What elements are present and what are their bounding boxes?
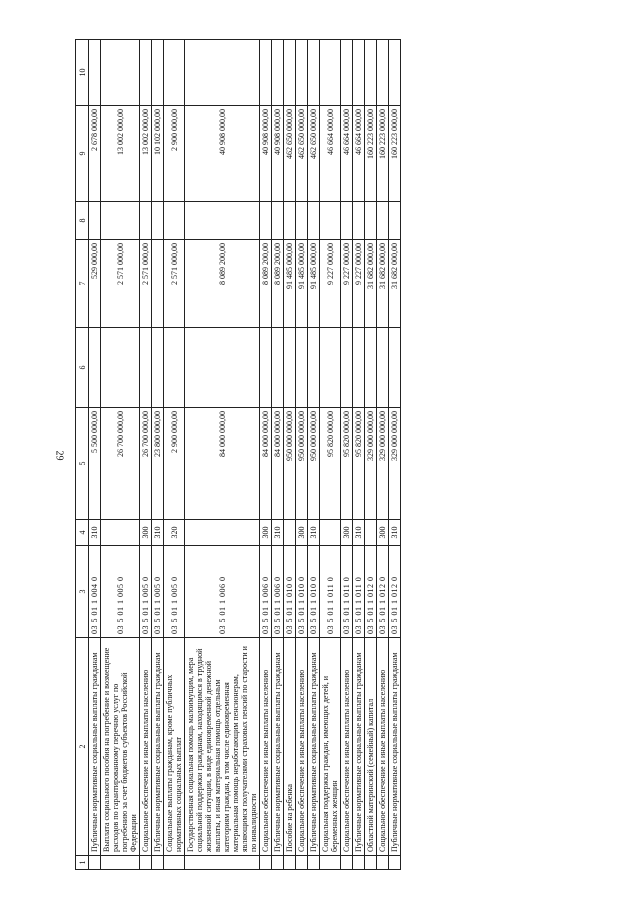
- cell-code: 03 5 01 1 012 0: [389, 546, 401, 638]
- page-number-text: 29: [53, 450, 65, 461]
- cell-type: 300: [296, 520, 308, 546]
- cell-amount-9: 160 223 000,00: [377, 106, 389, 202]
- cell-name: Социальная поддержка граждан, имеющих детей, и беременных женщин: [320, 638, 341, 856]
- cell-amount-8: [341, 202, 353, 240]
- cell-index: [389, 856, 401, 870]
- cell-amount-7: 2 571 000,00: [164, 240, 185, 328]
- cell-name: Публичные нормативные социальные выплаты гражданам: [353, 638, 365, 856]
- cell-amount-9: 462 650 000,00: [308, 106, 320, 202]
- cell-amount-10: [296, 40, 308, 106]
- cell-amount-10: [377, 40, 389, 106]
- cell-name: Социальное обеспечение и иные выплаты населению: [140, 638, 152, 856]
- cell-amount-8: [377, 202, 389, 240]
- table-row: [260, 40, 272, 870]
- cell-index: [365, 856, 377, 870]
- table-row: [296, 40, 308, 870]
- table-row: [89, 40, 101, 870]
- cell-code: 03 5 01 1 005 0: [164, 546, 185, 638]
- cell-amount-6: [272, 328, 284, 408]
- cell-index: [284, 856, 296, 870]
- cell-amount-6: [377, 328, 389, 408]
- table-row: [101, 40, 140, 870]
- cell-amount-8: [320, 202, 341, 240]
- rotated-page: [75, 40, 575, 870]
- table-row: [272, 40, 284, 870]
- cell-amount-6: [185, 328, 260, 408]
- cell-amount-7: 31 682 000,00: [365, 240, 377, 328]
- cell-amount-7: 8 089 200,00: [185, 240, 260, 328]
- cell-amount-10: [164, 40, 185, 106]
- cell-code: 03 5 01 1 010 0: [308, 546, 320, 638]
- cell-amount-6: [320, 328, 341, 408]
- cell-amount-5: 95 820 000,00: [353, 408, 365, 520]
- cell-amount-7: 9 227 000,00: [320, 240, 341, 328]
- table-row: [164, 40, 185, 870]
- column-header-6: 6: [76, 328, 89, 408]
- cell-amount-7: 9 227 000,00: [353, 240, 365, 328]
- cell-amount-10: [101, 40, 140, 106]
- cell-amount-9: 160 223 000,00: [365, 106, 377, 202]
- cell-index: [296, 856, 308, 870]
- cell-amount-9: 46 664 000,00: [353, 106, 365, 202]
- cell-amount-9: 2 900 000,00: [164, 106, 185, 202]
- cell-amount-10: [89, 40, 101, 106]
- cell-type: 310: [308, 520, 320, 546]
- cell-type: 310: [272, 520, 284, 546]
- cell-amount-7: 31 682 000,00: [377, 240, 389, 328]
- cell-amount-5: 23 800 000,00: [152, 408, 164, 520]
- column-header-10: 10: [76, 40, 89, 106]
- cell-amount-10: [185, 40, 260, 106]
- table-row: [320, 40, 341, 870]
- table-row: [140, 40, 152, 870]
- cell-amount-7: 2 571 000,00: [101, 240, 140, 328]
- cell-amount-5: 329 000 000,00: [377, 408, 389, 520]
- cell-name: Пособие на ребенка: [284, 638, 296, 856]
- cell-amount-10: [389, 40, 401, 106]
- cell-type: 320: [164, 520, 185, 546]
- cell-amount-9: 10 102 000,00: [152, 106, 164, 202]
- cell-code: 03 5 01 1 005 0: [152, 546, 164, 638]
- cell-amount-9: 40 908 000,00: [185, 106, 260, 202]
- cell-index: [185, 856, 260, 870]
- cell-index: [377, 856, 389, 870]
- cell-index: [89, 856, 101, 870]
- cell-amount-10: [272, 40, 284, 106]
- cell-amount-9: 46 664 000,00: [341, 106, 353, 202]
- cell-amount-5: 5 500 000,00: [89, 408, 101, 520]
- column-header-8: 8: [76, 202, 89, 240]
- cell-amount-6: [284, 328, 296, 408]
- cell-amount-5: 84 000 000,00: [272, 408, 284, 520]
- cell-amount-6: [101, 328, 140, 408]
- cell-name: Выплата социального пособия на погребение и возмещение расходов по гарантированному перечню услуг по погребению за счет бюджетов субъектов Российской Федерации: [101, 638, 140, 856]
- cell-amount-5: 950 000 000,00: [296, 408, 308, 520]
- cell-amount-6: [389, 328, 401, 408]
- cell-type: [320, 520, 341, 546]
- cell-index: [353, 856, 365, 870]
- table-row: [152, 40, 164, 870]
- column-header-3: 3: [76, 546, 89, 638]
- cell-name: Государственная социальная помощь малоимущим, мера социальной поддержки гражданам, находящимся в трудной жизненной ситуации, в виде единовременной денежной выплаты, и иная материальная помощь отдельным категориям граждан, в том числе единовременная материальная помощь неработающим пенсионерам, являющимся получателями страховых пенсий по старости и по инвалидности: [185, 638, 260, 856]
- cell-amount-5: 26 700 000,00: [101, 408, 140, 520]
- cell-amount-8: [284, 202, 296, 240]
- cell-amount-9: 40 908 000,00: [260, 106, 272, 202]
- cell-type: 300: [377, 520, 389, 546]
- cell-name: Областной материнский (семейный) капитал: [365, 638, 377, 856]
- cell-code: 03 5 01 1 011 0: [320, 546, 341, 638]
- cell-type: [101, 520, 140, 546]
- cell-name: Социальное обеспечение и иные выплаты населению: [377, 638, 389, 856]
- column-header-9: 9: [76, 106, 89, 202]
- cell-type: 300: [341, 520, 353, 546]
- cell-type: 300: [260, 520, 272, 546]
- cell-amount-8: [260, 202, 272, 240]
- column-header-4: 4: [76, 520, 89, 546]
- cell-amount-10: [320, 40, 341, 106]
- cell-code: 03 5 01 1 011 0: [341, 546, 353, 638]
- table-row: [308, 40, 320, 870]
- cell-amount-6: [353, 328, 365, 408]
- cell-amount-9: 13 002 000,00: [101, 106, 140, 202]
- cell-amount-8: [308, 202, 320, 240]
- cell-index: [308, 856, 320, 870]
- cell-amount-5: 95 820 000,00: [341, 408, 353, 520]
- cell-code: 03 5 01 1 010 0: [284, 546, 296, 638]
- cell-code: 03 5 01 1 012 0: [365, 546, 377, 638]
- cell-amount-5: 329 000 000,00: [389, 408, 401, 520]
- cell-amount-5: 329 000 000,00: [365, 408, 377, 520]
- cell-amount-6: [89, 328, 101, 408]
- table-body: [89, 40, 401, 870]
- cell-amount-5: 84 000 000,00: [185, 408, 260, 520]
- cell-type: [284, 520, 296, 546]
- cell-code: 03 5 01 1 004 0: [89, 546, 101, 638]
- cell-amount-7: 8 089 200,00: [272, 240, 284, 328]
- cell-index: [320, 856, 341, 870]
- cell-code: 03 5 01 1 010 0: [296, 546, 308, 638]
- cell-code: 03 5 01 1 006 0: [260, 546, 272, 638]
- cell-amount-6: [140, 328, 152, 408]
- cell-code: 03 5 01 1 006 0: [272, 546, 284, 638]
- cell-type: 310: [389, 520, 401, 546]
- cell-amount-9: 46 664 000,00: [320, 106, 341, 202]
- cell-code: 03 5 01 1 011 0: [353, 546, 365, 638]
- cell-amount-8: [185, 202, 260, 240]
- cell-code: 03 5 01 1 005 0: [140, 546, 152, 638]
- cell-name: Социальное обеспечение и иные выплаты населению: [260, 638, 272, 856]
- column-header-7: 7: [76, 240, 89, 328]
- cell-amount-5: 95 820 000,00: [320, 408, 341, 520]
- table-row: [341, 40, 353, 870]
- table-row: [284, 40, 296, 870]
- cell-amount-9: 40 908 000,00: [272, 106, 284, 202]
- table-row: [377, 40, 389, 870]
- cell-amount-5: 84 000 000,00: [260, 408, 272, 520]
- cell-name: Публичные нормативные социальные выплаты гражданам: [152, 638, 164, 856]
- cell-amount-6: [308, 328, 320, 408]
- cell-amount-8: [152, 202, 164, 240]
- table-row: [353, 40, 365, 870]
- cell-index: [164, 856, 185, 870]
- cell-amount-8: [140, 202, 152, 240]
- cell-amount-10: [140, 40, 152, 106]
- cell-index: [272, 856, 284, 870]
- cell-amount-7: 91 485 000,00: [308, 240, 320, 328]
- cell-type: 310: [152, 520, 164, 546]
- cell-name: Социальное обеспечение и иные выплаты населению: [296, 638, 308, 856]
- cell-name: Публичные нормативные социальные выплаты гражданам: [272, 638, 284, 856]
- cell-name: Социальное обеспечение и иные выплаты населению: [341, 638, 353, 856]
- cell-amount-6: [164, 328, 185, 408]
- table-row: [389, 40, 401, 870]
- cell-type: 310: [353, 520, 365, 546]
- table-container: [75, 40, 575, 870]
- cell-amount-6: [365, 328, 377, 408]
- cell-amount-7: 31 682 000,00: [389, 240, 401, 328]
- cell-amount-7: 91 485 000,00: [284, 240, 296, 328]
- cell-amount-8: [164, 202, 185, 240]
- cell-index: [101, 856, 140, 870]
- cell-amount-10: [152, 40, 164, 106]
- budget-table: [75, 39, 401, 870]
- cell-amount-7: [152, 240, 164, 328]
- cell-amount-5: 2 900 000,00: [164, 408, 185, 520]
- cell-amount-9: 2 678 000,00: [89, 106, 101, 202]
- cell-name: Публичные нормативные социальные выплаты гражданам: [308, 638, 320, 856]
- cell-index: [140, 856, 152, 870]
- cell-amount-5: 26 700 000,00: [140, 408, 152, 520]
- cell-amount-10: [353, 40, 365, 106]
- cell-amount-8: [272, 202, 284, 240]
- cell-type: 300: [140, 520, 152, 546]
- cell-amount-8: [296, 202, 308, 240]
- column-header-5: 5: [76, 408, 89, 520]
- cell-amount-7: 9 227 000,00: [341, 240, 353, 328]
- cell-amount-9: 462 650 000,00: [284, 106, 296, 202]
- cell-amount-8: [365, 202, 377, 240]
- cell-amount-10: [260, 40, 272, 106]
- cell-code: 03 5 01 1 005 0: [101, 546, 140, 638]
- cell-index: [341, 856, 353, 870]
- cell-type: [185, 520, 260, 546]
- cell-amount-7: 8 089 200,00: [260, 240, 272, 328]
- cell-amount-9: 13 002 000,00: [140, 106, 152, 202]
- cell-name: Публичные нормативные социальные выплаты гражданам: [89, 638, 101, 856]
- cell-code: 03 5 01 1 012 0: [377, 546, 389, 638]
- cell-amount-9: 462 650 000,00: [296, 106, 308, 202]
- cell-index: [260, 856, 272, 870]
- cell-amount-8: [353, 202, 365, 240]
- cell-amount-8: [101, 202, 140, 240]
- cell-type: [365, 520, 377, 546]
- cell-amount-6: [341, 328, 353, 408]
- cell-amount-6: [260, 328, 272, 408]
- cell-index: [152, 856, 164, 870]
- cell-amount-6: [296, 328, 308, 408]
- column-header-2: 2: [76, 638, 89, 856]
- cell-amount-10: [365, 40, 377, 106]
- cell-amount-10: [284, 40, 296, 106]
- cell-amount-7: 2 571 000,00: [140, 240, 152, 328]
- cell-code: 03 5 01 1 006 0: [185, 546, 260, 638]
- cell-type: 310: [89, 520, 101, 546]
- cell-amount-10: [308, 40, 320, 106]
- cell-amount-6: [152, 328, 164, 408]
- table-row: [185, 40, 260, 870]
- cell-amount-5: 950 000 000,00: [308, 408, 320, 520]
- cell-amount-7: 91 485 000,00: [296, 240, 308, 328]
- cell-name: Социальные выплаты гражданам, кроме публичных нормативных социальных выплат: [164, 638, 185, 856]
- cell-amount-8: [89, 202, 101, 240]
- cell-amount-5: 950 000 000,00: [284, 408, 296, 520]
- cell-amount-10: [341, 40, 353, 106]
- cell-amount-7: 529 000,00: [89, 240, 101, 328]
- column-header-1: 1: [76, 856, 89, 870]
- table-row: [365, 40, 377, 870]
- cell-amount-9: 160 223 000,00: [389, 106, 401, 202]
- cell-name: Публичные нормативные социальные выплаты гражданам: [389, 638, 401, 856]
- cell-amount-8: [389, 202, 401, 240]
- header-row: [76, 40, 89, 870]
